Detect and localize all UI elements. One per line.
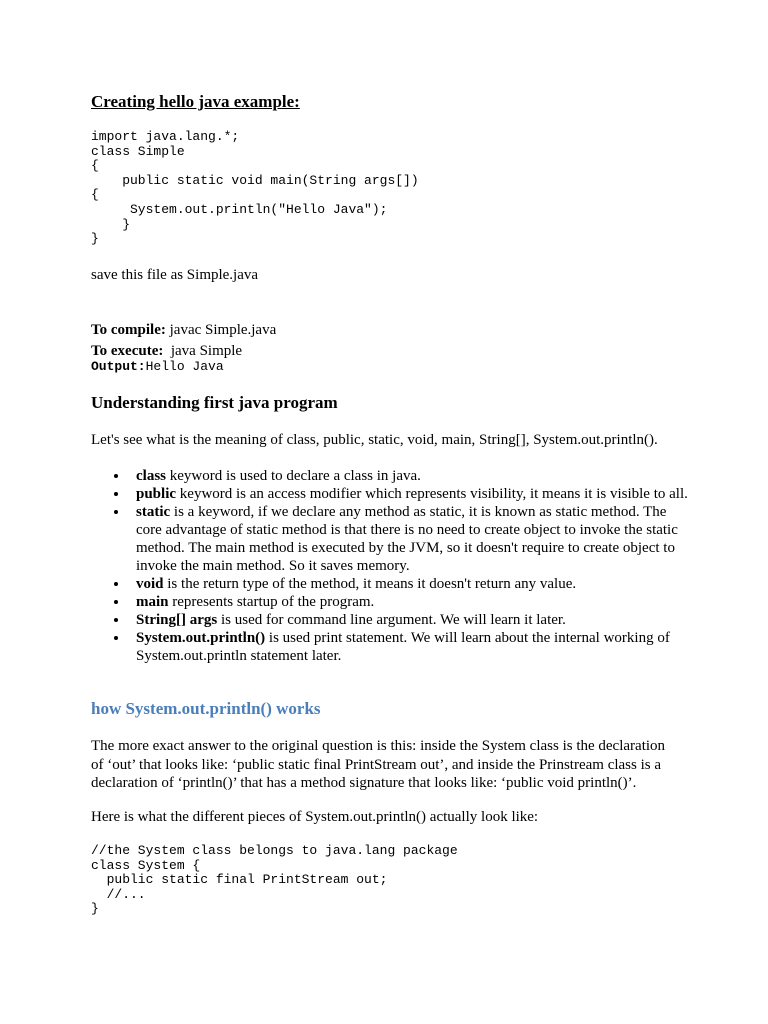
intro-paragraph: Let's see what is the meaning of class, public, static, void, main, String[], System.out.println(). (91, 432, 658, 448)
output-value: Hello Java (145, 359, 224, 374)
compile-label: To compile: (91, 322, 166, 338)
keyword-description: is used for command line argument. We will learn it later. (217, 612, 566, 628)
keyword-description: keyword is an access modifier which represents visibility, it means it is visible to all. (176, 486, 688, 502)
output-line (91, 359, 224, 374)
compile-line (91, 321, 276, 339)
keyword-description: represents startup of the program. (168, 594, 375, 610)
keyword-term: public (136, 486, 177, 502)
save-note: save this file as Simple.java (91, 267, 259, 283)
heading-println-works: how System.out.println() works (91, 699, 321, 718)
keyword-description: keyword is used to declare a class in java. (166, 468, 421, 484)
list-item (91, 593, 691, 611)
execute-label: To execute: (91, 343, 164, 359)
list-item (91, 611, 691, 629)
keyword-term: main (136, 594, 169, 610)
keyword-list (91, 467, 691, 665)
answer-paragraph: The more exact answer to the original question is this: inside the System class is the declaration of ‘out’ that looks like: ‘public static final PrintStream out’, and inside the Prinstream class is a declaration of ‘println()’ that has a method signature that looks like: ‘public void println()’. (91, 738, 666, 791)
code-block-system-class: //the System class belongs to java.lang package class System { public static final PrintStream out; //... } (91, 843, 458, 917)
heading-understanding-program: Understanding first java program (91, 393, 338, 412)
compile-command: javac Simple.java (165, 322, 277, 338)
keyword-term: String[] args (136, 612, 218, 628)
execute-line (91, 342, 242, 360)
keyword-term: void (136, 576, 164, 592)
list-item (91, 503, 691, 575)
keyword-description: is used print statement. We will learn about the internal working of System.out.println statement later. (136, 630, 670, 664)
keyword-term: static (136, 504, 171, 520)
heading-creating-hello-java: Creating hello java example: (91, 92, 300, 111)
output-label: Output: (91, 359, 146, 374)
list-item (91, 629, 691, 665)
keyword-description: is the return type of the method, it means it doesn't return any value. (163, 576, 577, 592)
execute-command: java Simple (163, 343, 243, 359)
list-item (91, 467, 691, 485)
list-item (91, 485, 691, 503)
keyword-term: System.out.println() (136, 630, 266, 646)
keyword-description: is a keyword, if we declare any method as static, it is known as static method. The core advantage of static method is that there is no need to create object to invoke the static method. The main method is executed by the JVM, so it doesn't require to create object to invoke the main method. So it saves memory. (136, 504, 678, 574)
pieces-intro-paragraph: Here is what the different pieces of System.out.println() actually look like: (91, 809, 539, 825)
code-block-hello-java: import java.lang.*; class Simple { public static void main(String args[]) { System.out.println("Hello Java"); } } (91, 129, 419, 247)
keyword-term: class (136, 468, 166, 484)
list-item (91, 575, 691, 593)
